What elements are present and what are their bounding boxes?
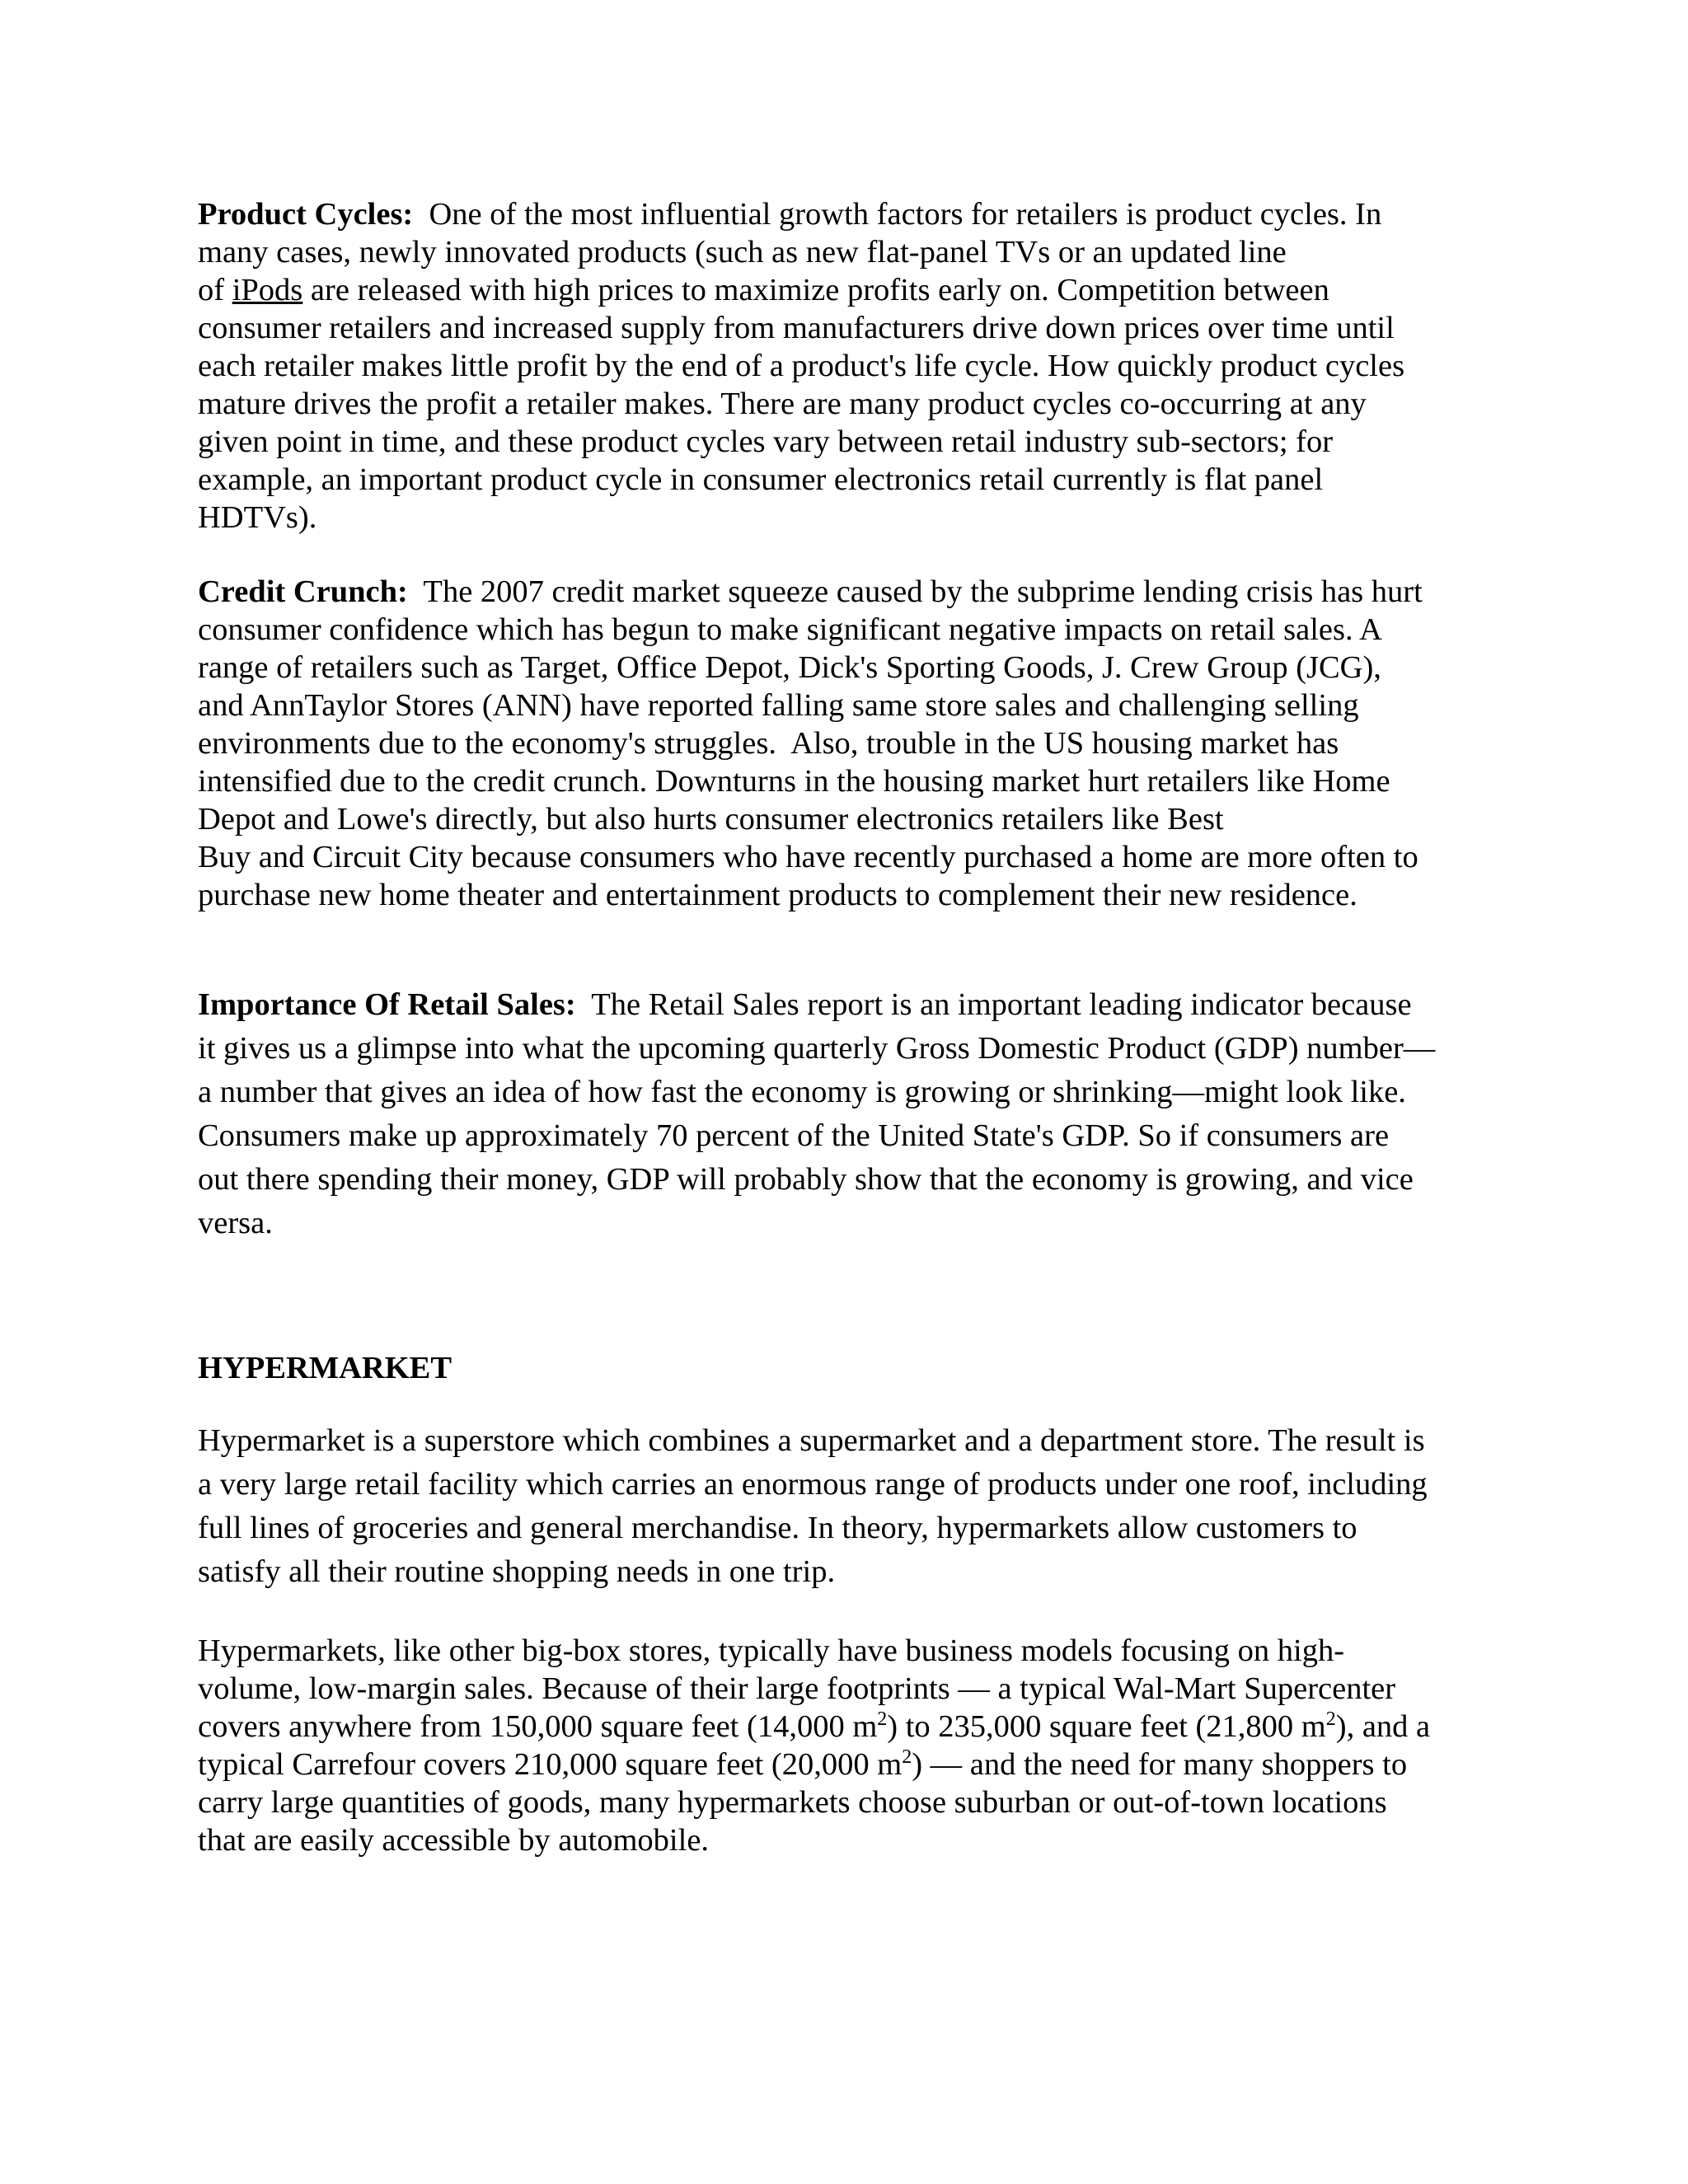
- text-line: carry large quantities of goods, many hypermarkets choose suburban or out-of-town locations: [198, 1785, 1387, 1820]
- credit-crunch-paragraph: [198, 573, 1484, 914]
- text-line: environments due to the economy's struggles. Also, trouble in the US housing market has: [198, 726, 1339, 761]
- text-line: and AnnTaylor Stores (ANN) have reported falling same store sales and challenging selling: [198, 688, 1359, 723]
- text-line: purchase new home theater and entertainment products to complement their new residence.: [198, 878, 1357, 912]
- product-cycles-term: Product Cycles:: [198, 197, 414, 232]
- text-line: Hypermarkets, like other big-box stores, typically have business models focusing on high-: [198, 1633, 1345, 1668]
- text-line: volume, low-margin sales. Because of their large footprints — a typical Wal-Mart Supercenter: [198, 1671, 1396, 1706]
- hypermarket-paragraph-1: [198, 1419, 1484, 1594]
- text-span: ), and a: [1335, 1709, 1431, 1744]
- text-line: intensified due to the credit crunch. Downturns in the housing market hurt retailers like Home: [198, 764, 1390, 799]
- retail-sales-paragraph: [198, 983, 1484, 1245]
- text-line: consumer confidence which has begun to make significant negative impacts on retail sales. A: [198, 612, 1382, 647]
- text-line: Hypermarket is a superstore which combines a supermarket and a department store. The result is: [198, 1423, 1425, 1458]
- superscript: 2: [877, 1708, 888, 1730]
- text-line: HDTVs).: [198, 500, 317, 535]
- text-line: many cases, newly innovated products (such as new flat-panel TVs or an updated line: [198, 235, 1287, 269]
- text-line: [198, 983, 1484, 1027]
- text-line: range of retailers such as Target, Office Depot, Dick's Sporting Goods, J. Crew Group (JCG),: [198, 650, 1381, 685]
- text-span: covers anywhere from 150,000 square feet (14,000 m: [198, 1709, 878, 1744]
- text-span: typical Carrefour covers 210,000 square feet (20,000 m: [198, 1747, 903, 1782]
- text-line: example, an important product cycle in consumer electronics retail currently is flat panel: [198, 462, 1324, 497]
- text-span: of: [198, 273, 232, 307]
- text-line: consumer retailers and increased supply from manufacturers drive down prices over time until: [198, 311, 1395, 345]
- text-line: a very large retail facility which carries an enormous range of products under one roof, including: [198, 1467, 1428, 1502]
- hypermarket-paragraph-2: [198, 1632, 1484, 1859]
- text-line: versa.: [198, 1206, 273, 1240]
- text-line: each retailer makes little profit by the end of a product's life cycle. How quickly product cycles: [198, 349, 1405, 383]
- text-line: satisfy all their routine shopping needs in one trip.: [198, 1554, 836, 1589]
- text-span: ) — and the need for many shoppers to: [912, 1747, 1408, 1782]
- text-line: Depot and Lowe's directly, but also hurts consumer electronics retailers like Best: [198, 802, 1224, 837]
- text-line: full lines of groceries and general merchandise. In theory, hypermarkets allow customers to: [198, 1511, 1357, 1545]
- ipods-link[interactable]: iPods: [232, 273, 303, 307]
- text-span: ) to 235,000 square feet (21,800 m: [887, 1709, 1326, 1744]
- text-span: The Retail Sales report is an important leading indicator because: [575, 987, 1412, 1022]
- product-cycles-paragraph: [198, 195, 1484, 537]
- text-line: Buy and Circuit City because consumers who have recently purchased a home are more often to: [198, 840, 1418, 874]
- superscript: 2: [902, 1746, 912, 1768]
- retail-sales-term: Importance Of Retail Sales:: [198, 987, 576, 1022]
- text-line: mature drives the profit a retailer makes. There are many product cycles co-occurring at any: [198, 387, 1367, 421]
- superscript: 2: [1325, 1708, 1336, 1730]
- text-line: that are easily accessible by automobile.: [198, 1823, 710, 1858]
- credit-crunch-term: Credit Crunch:: [198, 574, 408, 609]
- text-line: [198, 573, 1484, 611]
- text-line: Consumers make up approximately 70 percent of the United State's GDP. So if consumers are: [198, 1118, 1390, 1153]
- text-line: [198, 1746, 1484, 1783]
- text-line: given point in time, and these product cycles vary between retail industry sub-sectors; for: [198, 424, 1334, 459]
- text-line: [198, 271, 1484, 309]
- text-span: One of the most influential growth factors for retailers is product cycles. In: [413, 197, 1382, 232]
- text-span: The 2007 credit market squeeze caused by the subprime lending crisis has hurt: [407, 574, 1423, 609]
- text-line: [198, 195, 1484, 233]
- section-heading: HYPERMARKET: [198, 1351, 452, 1385]
- text-line: a number that gives an idea of how fast the economy is growing or shrinking—might look like.: [198, 1075, 1406, 1109]
- text-span: are released with high prices to maximize profits early on. Competition between: [302, 273, 1329, 307]
- text-line: [198, 1708, 1484, 1746]
- text-line: it gives us a glimpse into what the upcoming quarterly Gross Domestic Product (GDP) number—: [198, 1031, 1436, 1066]
- text-line: out there spending their money, GDP will probably show that the economy is growing, and vice: [198, 1162, 1414, 1197]
